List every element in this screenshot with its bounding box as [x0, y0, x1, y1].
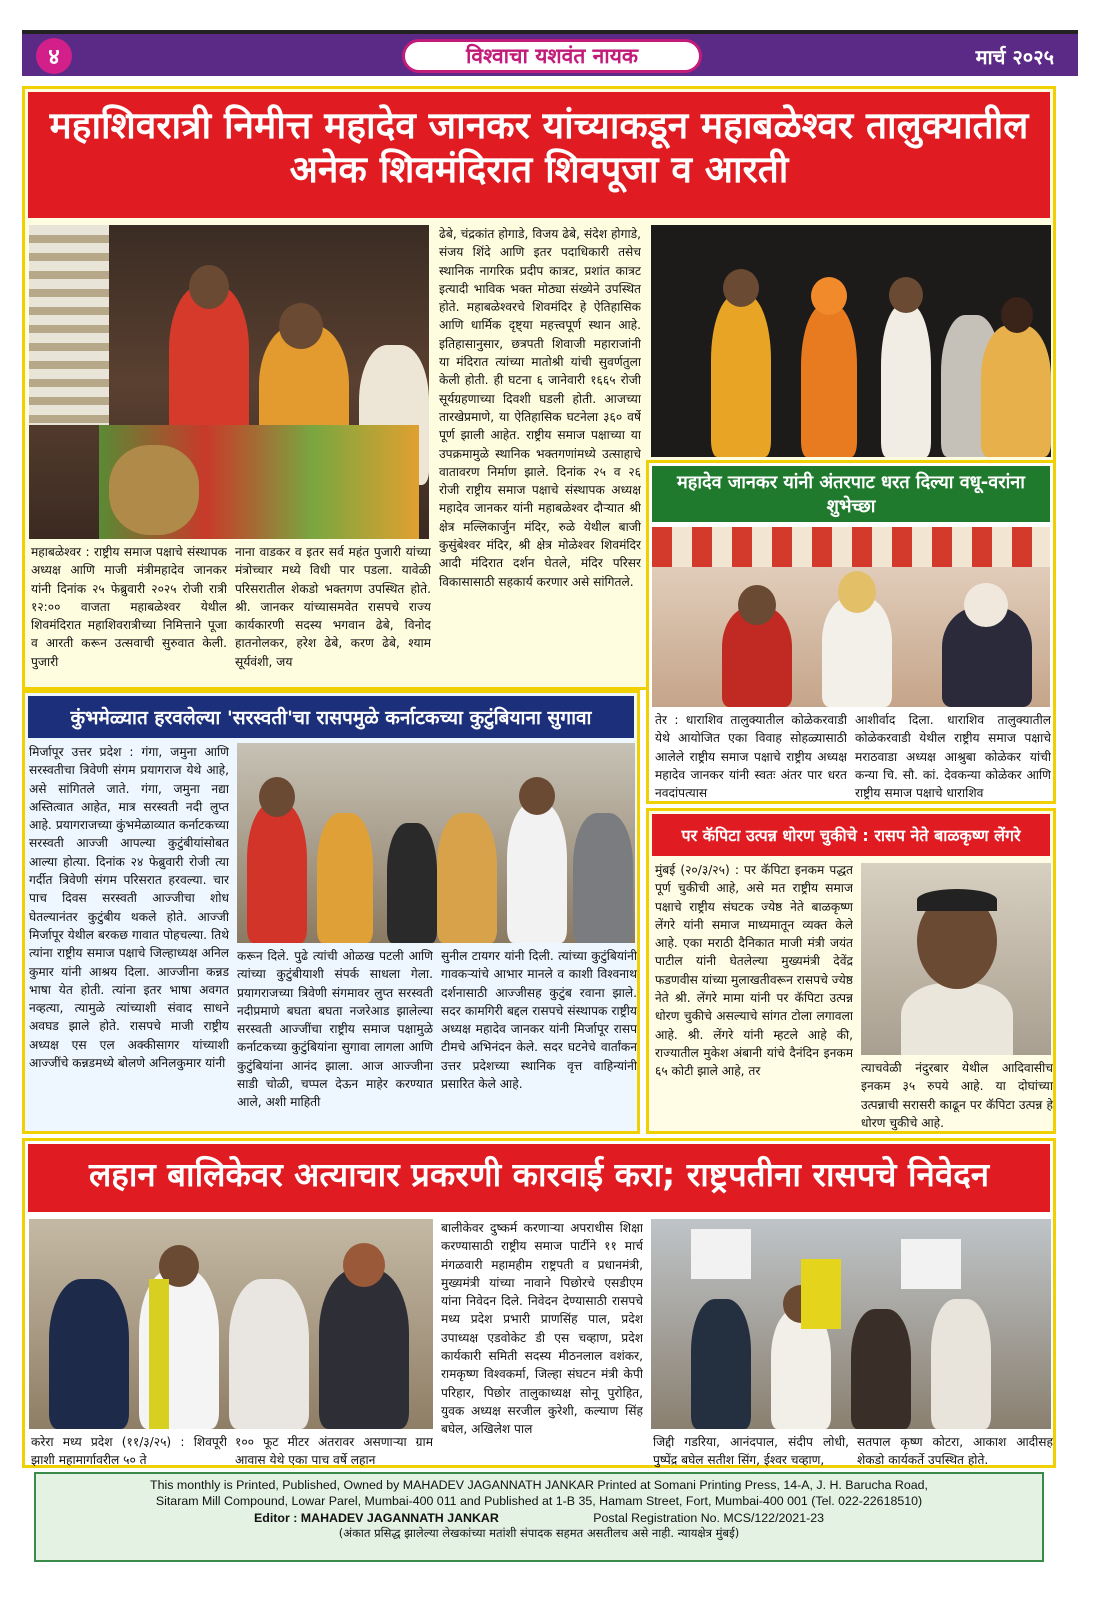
- family-reunion-photo: [237, 743, 635, 943]
- story-petition: [22, 1138, 1056, 1468]
- story-text-col1: महाबळेश्वर : राष्ट्रीय समाज पक्षाचे संस्थापक अध्यक्ष आणि माजी मंत्रीमहादेव जानकर यांनी दिनांक २५ फेब्रुवारी २०२५ रोजी रात्री १२:०० वाजता महाबळेश्वर येथील शिवमंदिरात महाशिवरात्रीच्या निमित्ताने पूजा व आरती करून उत्सवाची सुरुवात केली. पुजारी: [31, 545, 227, 669]
- story-text-col2: नाना वाडकर व इतर सर्व महंत पुजारी यांच्या मंत्रोच्चार मध्ये विधी पार पडला. यावेळी परिसरातील शेकडो भक्तगण उपस्थित होते. श्री. जानकर यांच्यासमवेत रासपचे राज्य कार्यकारणी सदस्य भगवान ढेबे, विनोद हातनोलकर, हरेश ढेबे, करण ढेबे, श्याम सूर्यवंशी, जय: [235, 545, 431, 669]
- petition-photo-left: [29, 1219, 433, 1429]
- issue-date: मार्च २०२५: [975, 45, 1054, 69]
- story-headline: पर कॅपिटा उत्पन्न धोरण चुकीचे : रासप नेते बाळकृष्ण लेंगरे: [652, 814, 1050, 856]
- story-text-col3: ढेबे, चंद्रकांत होगाडे, विजय ढेबे, संदेश होगाडे, संजय शिंदे आणि इतर पदाधिकारी तसेच स्थानिक नागरिक प्रदीप कात्रट, प्रशांत कात्रट इत्यादी भाविक भक्त मोठ्या संख्येने उपस्थित होते. महाबळेश्वरचे शिवमंदिर हे ऐतिहासिक आणि धार्मिक दृष्ट्या महत्त्वपूर्ण स्थान आहे. इतिहासानुसार, छत्रपती शिवाजी महाराजांनी या मंदिरात त्यांच्या मातोश्री यांची सुवर्णतुला केली होती. ही घटना ६ जानेवारी १६६५ रोजी सूर्यग्रहणाच्या दिवशी घडली होती. आजच्या तारखेप्रमाणे, या ऐतिहासिक घटनेला ३६० वर्षे पूर्ण झाली आहेत. राष्ट्रीय समाज पक्षाच्या या उपक्रमामुळे स्थानिक भक्तगणांमध्ये उत्साहाचे वातावरण निर्माण झाले. दिनांक २५ व २६ रोजी राष्ट्रीय समाज पक्षाचे संस्थापक अध्यक्ष महादेव जानकर यांनी महाबळेश्वर दौऱ्यात श्री क्षेत्र मल्लिकार्जुन मंदिर, रुळे येथील बाजी कुसुंबेश्वर मंदिर, श्री क्षेत्र मोळेश्वर शिवमंदिर आदी मंदिरात दर्शन घेतले, मंदिर परिसर विकासासाठी सहकार्य करणार असे सांगितले.: [439, 227, 641, 589]
- story-text-col4: जिद्दी गडरिया, आनंदपाल, संदीप लोधी, पुष्पेंद्र बघेल सतीश सिंग, ईश्वर चव्हाण,: [653, 1435, 849, 1468]
- imprint-line-1: This monthly is Printed, Published, Owned by MAHADEV JAGANNATH JANKAR Printed at Somani Printing Press, 14-A, J. H. Barucha Road,: [150, 1478, 928, 1492]
- story-saraswati: [22, 690, 640, 1134]
- protest-march-photo: [651, 1219, 1051, 1429]
- story-wedding: [646, 460, 1056, 804]
- masthead: [22, 30, 1078, 76]
- portrait-photo: [861, 863, 1051, 1055]
- story-text-col1: मिर्जापूर उत्तर प्रदेश : गंगा, जमुना आणि सरस्वतीचा त्रिवेणी संगम प्रयागराज येथे आहे, असे सांगितले जाते. गंगा, जमुना नद्या अस्तित्वात आहेत, मात्र सरस्वती नदी लुप्त आहे. प्रयागराजच्या कुंभमेळाव्यात कर्नाटकच्या सरस्वती आज्जी आपल्या कुटुंबीयांसोबत आल्या होत्या. दिनांक २४ फेब्रुवारी रोजी त्या गर्दीत त्रिवेणी संगम परिसरात हरवल्या. चार पाच दिवस सरस्वती आज्जीचा शोध घेतल्यानंतर कुटुंबीय थकले होते. आज्जी मिर्जापूर येथील बरकछ गावात पोहचल्या. तिथे त्यांना राष्ट्रीय समाज पक्षाचे जिल्हाध्यक्ष अनिल कुमार यांनी आश्रय दिला. आज्जीना कन्नड भाषा येत होती. त्यांना इतर भाषा अवगत नव्हत्या, त्यामुळे त्यांच्याशी संवाद साधने अवघड झाले होते. रासपचे माजी राष्ट्रीय अध्यक्ष एस एल अक्कीसागर यांच्याशी आज्जींचे कन्नडमध्ये बोलणे अनिलकुमार यांनी: [29, 745, 229, 1071]
- wedding-photo: [652, 527, 1050, 707]
- story-text-col2: करून दिले. पुढे त्यांची ओळख पटली आणि त्यांच्या कुटुंबीयाशी संपर्क साधला गेला. प्रयागराजच्या त्रिवेणी संगमावर लुप्त सरस्वती नदीप्रमाणे बघता बघता नजरेआड झालेल्या सरस्वती आज्जींचा राष्ट्रीय समाज पक्षामुळे कर्नाटकच्या कुटुंबियांना सुगावा लागला आणि कुटुंबियांना आनंद झाला. आज आज्जीना साडी चोळी, चप्पल देऊन माहेर करण्यात आले, अशी माहिती: [237, 949, 433, 1110]
- postal-registration: Postal Registration No. MCS/122/2021-23: [593, 1510, 824, 1525]
- story-headline: महादेव जानकर यांनी अंतरपाट धरत दिल्या वधू-वरांना शुभेच्छा: [652, 466, 1050, 522]
- story-headline: कुंभमेळ्यात हरवलेल्या 'सरस्वती'चा रासपमुळे कर्नाटकच्या कुटुंबियाना सुगावा: [28, 696, 634, 738]
- story-text-col1: करेरा मध्य प्रदेश (११/३/२५) : शिवपूरी झाशी महामार्गावरील ५० ते: [31, 1435, 227, 1468]
- story-text-col2: आशीर्वाद दिला. धाराशिव तालुक्यातील कोळेकरवाडी येथील राष्ट्रीय समाज पक्षाचे मराठवाडा अध्यक्ष आश्रुबा कोळेकर यांची कन्या चि. सौ. कां. देवकन्या कोळेकर आणि राष्ट्रीय समाज पक्षाचे धाराशिव: [855, 713, 1051, 801]
- story-text-col2: त्याचवेळी नंदुरबार येथील आदिवासीच इनकम ३५ रुपये आहे. या दोघांच्या उत्पन्नाची सरासरी काढून पर कॅपिटा उत्पन्न हे धोरण चुकीचे आहे.: [861, 1061, 1053, 1130]
- imprint-footer: [34, 1472, 1044, 1562]
- imprint-line-2: Sitaram Mill Compound, Lowar Parel, Mumbai-400 011 and Published at 1-B 35, Hamam Street, Fort, Mumbai-400 001 (Tel. 022-22618510): [155, 1494, 923, 1509]
- story-headline: महाशिवरात्री निमीत्त महादेव जानकर यांच्याकडून महाबळेश्वर तालुक्यातील अनेक शिवमंदिरात शिवपूजा व आरती: [28, 92, 1050, 218]
- story-headline: लहान बालिकेवर अत्याचार प्रकरणी कारवाई करा; राष्ट्रपतीना रासपचे निवेदन: [28, 1144, 1050, 1212]
- disclaimer: (अंकात प्रसिद्ध झालेल्या लेखकांच्या मतांशी संपादक सहमत असतीलच असे नाही. न्यायक्षेत्र मुंबई): [338, 1526, 740, 1541]
- story-text-col1: तेर : धाराशिव तालुक्यातील कोळेकरवाडी येथे आयोजित एका विवाह सोहळ्यासाठी आलेले राष्ट्रीय समाज पक्षाचे राष्ट्रीय अध्यक्ष महादेव जानकर यांनी स्वतः अंतर पार धरत नवदांपत्यास: [655, 713, 847, 801]
- story-text-col3: सुनील टायगर यांनी दिली. त्यांच्या कुटुंबियांनी गावकऱ्यांचे आभार मानले व काशी विश्वनाथ दर्शनासाठी आज्जीसह कुटुंब रवाना झाले. सदर कामगिरी बद्दल रासपचे संस्थापक राष्ट्रीय अध्यक्ष महादेव जानकर यांनी मिर्जापूर रासप टीमचे अभिनंदन केले. सदर घटनेचे वार्तांकन उत्तर प्रदेशच्या स्थानिक वृत्त वाहिन्यांनी प्रसारित केले आहे.: [441, 949, 637, 1092]
- story-per-capita: [646, 808, 1056, 1134]
- temple-puja-photo: [29, 225, 429, 539]
- story-text-col5: सतपाल कृष्ण कोटरा, आकाश आदीसह शेकडो कार्यकर्ते उपस्थित होते.: [857, 1435, 1053, 1468]
- story-text-col2: १०० फूट मीटर अंतरावर असणाऱ्या ग्राम आवास येथे एका पाच वर्षे लहान: [235, 1435, 433, 1468]
- story-text-col1: मुंबई (२०/३/२५) : पर कॅपिटा इनकम पद्धत पूर्ण चुकीची आहे, असे मत राष्ट्रीय समाज पक्षाचे राष्ट्रीय संघटक ज्येष्ठ नेते बाळकृष्ण लेंगरे यांनी समाज माध्यमातून व्यक्त केले आहे. एका मराठी दैनिकात माजी मंत्री जयंत पाटील यांनी घेतलेल्या मुख्यमंत्री देवेंद्र फडणवीस यांच्या मुलाखतीवरून रासपचे ज्येष्ठ नेते श्री. लेंगरे मामा यांनी पर कॅपिटा उत्पन्न धोरण चुकीचे असल्याचे सांगत टोला लगावला आहे. श्री. लेंगरे यांनी म्हटले आहे की, राज्यातील मुकेश अंबानी यांचे दैनंदिन इनकम ६५ कोटी झाले आहे, तर: [655, 863, 853, 1079]
- aarti-group-photo: [651, 225, 1051, 457]
- page-number: ४: [36, 38, 72, 74]
- story-text-col3: बालीकेवर दुष्कर्म करणाऱ्या अपराधीस शिक्षा करण्यासाठी राष्ट्रीय समाज पार्टीने ११ मार्च मंगळवारी महामहीम राष्ट्रपती व प्रधानमंत्री, मुख्यमंत्री यांच्या नावाने पिछोरचे एसडीएम यांना निवेदन दिले. निवेदन देण्यासाठी रासपचे मध्य प्रदेश प्रभारी प्राणसिंह पाल, प्रदेश उपाध्यक्ष एडवोकेट डी एस चव्हाण, प्रदेश कार्यकारी समिती सदस्य मीठनलाल वशंकर, रामकृष्ण विश्वकर्मा, जिल्हा संघटन मंत्री केपी परिहार, पिछोर तालुकाध्यक्ष सोनू पुरोहित, युवक अध्यक्ष सरजील कुरेशी, कल्याण सिंह बघेल, अखिलेश पाल: [441, 1221, 643, 1437]
- magazine-title: विश्वाचा यशवंत नायक: [402, 39, 702, 73]
- editor-credit: Editor : MAHADEV JAGANNATH JANKAR: [254, 1510, 499, 1525]
